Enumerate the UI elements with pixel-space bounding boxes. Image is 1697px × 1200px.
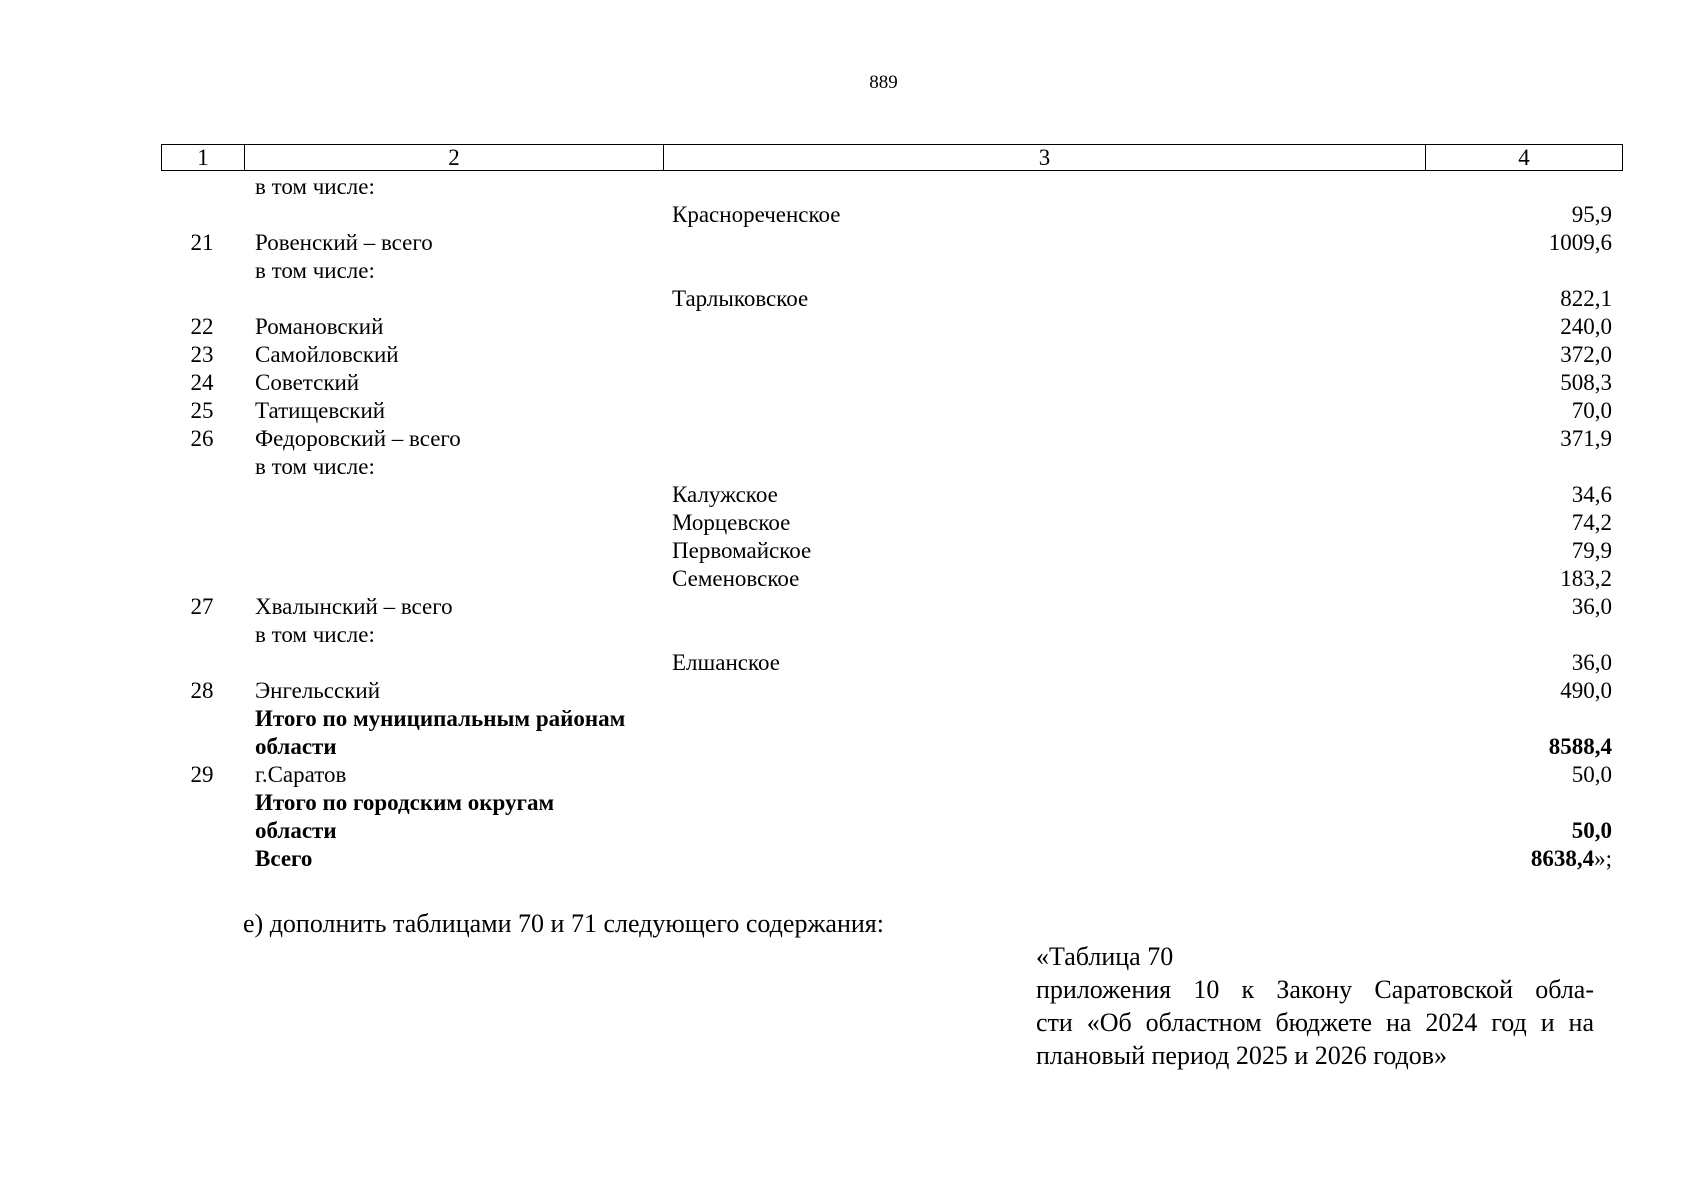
table-row — [161, 285, 1623, 313]
amount: 95,9 — [1571, 202, 1612, 227]
header-cell: 3 — [663, 145, 1425, 170]
caption-line: «Таблица 70 — [1036, 942, 1174, 971]
amount — [1531, 845, 1612, 873]
page-number: 889 — [869, 72, 898, 93]
table-row — [161, 733, 1623, 761]
row-number: 23 — [190, 342, 214, 367]
settlement-name: Тарлыковское — [672, 286, 809, 311]
settlement-name: Калужское — [672, 482, 778, 507]
table-row — [161, 229, 1623, 257]
table-caption — [1036, 940, 1594, 1072]
table-row — [161, 537, 1623, 565]
table-row — [161, 621, 1623, 649]
settlement-name: Семеновское — [672, 566, 800, 591]
district-name: Советский — [255, 370, 360, 395]
district-name: в том числе: — [255, 258, 375, 283]
district-name: Энгельсский — [255, 678, 381, 703]
row-number: 28 — [190, 678, 214, 703]
row-number: 27 — [190, 594, 214, 619]
table-header — [161, 144, 1623, 171]
district-name: Ровенский – всего — [255, 230, 433, 255]
table-row — [161, 369, 1623, 397]
settlement-name: Первомайское — [672, 538, 812, 563]
table-row — [161, 341, 1623, 369]
table-row — [161, 509, 1623, 537]
district-name: в том числе: — [255, 174, 375, 199]
amount: 34,6 — [1571, 482, 1612, 507]
caption-line: сти «Об областном бюджете на 2024 год и на — [1036, 1008, 1594, 1037]
amount: 508,3 — [1560, 370, 1612, 395]
caption-line: приложения 10 к Закону Саратовской обла- — [1036, 975, 1594, 1004]
table-row — [161, 565, 1623, 593]
table-row — [161, 257, 1623, 285]
amount: 490,0 — [1560, 678, 1612, 703]
amount: 50,0 — [1571, 818, 1612, 843]
settlement-name: Краснореченское — [672, 202, 841, 227]
settlement-name: Морцевское — [672, 510, 791, 535]
district-name: Романовский — [255, 314, 384, 339]
table-row — [161, 453, 1623, 481]
amount: 1009,6 — [1548, 230, 1612, 255]
amount: 371,9 — [1560, 426, 1612, 451]
table-row — [161, 705, 1623, 733]
table-row — [161, 481, 1623, 509]
table-row — [161, 649, 1623, 677]
amount: 36,0 — [1571, 594, 1612, 619]
row-number: 22 — [190, 314, 214, 339]
district-name: Итого по муниципальным районам — [255, 706, 626, 731]
district-name: Хвалынский – всего — [255, 594, 453, 619]
table-row — [161, 173, 1623, 201]
row-number: 24 — [190, 370, 214, 395]
amount-value: 8638,4 — [1530, 846, 1595, 871]
amount: 8588,4 — [1548, 734, 1612, 759]
row-number: 25 — [190, 398, 214, 423]
settlement-name: Елшанское — [672, 650, 780, 675]
table-body — [161, 173, 1623, 873]
header-cell: 1 — [197, 145, 209, 170]
district-name: области — [255, 818, 337, 843]
district-name: Татищевский — [255, 398, 386, 423]
district-name: Итого по городским округам — [255, 790, 555, 815]
table-row — [161, 397, 1623, 425]
table-row — [161, 761, 1623, 789]
district-name: Всего — [255, 846, 313, 871]
amount: 183,2 — [1560, 566, 1612, 591]
district-name: в том числе: — [255, 454, 375, 479]
closing-quote: »; — [1594, 846, 1612, 871]
amount: 372,0 — [1560, 342, 1612, 367]
table-row — [161, 201, 1623, 229]
caption-line: плановый период 2025 и 2026 годов» — [1036, 1041, 1448, 1070]
header-cell: 4 — [1425, 145, 1622, 170]
header-cell: 2 — [244, 145, 663, 170]
amount: 822,1 — [1560, 286, 1612, 311]
amount: 79,9 — [1571, 538, 1612, 563]
amount: 70,0 — [1571, 398, 1612, 423]
district-name: области — [255, 734, 337, 759]
table-row — [161, 817, 1623, 845]
district-name: в том числе: — [255, 622, 375, 647]
row-number: 21 — [190, 230, 214, 255]
table-row — [161, 593, 1623, 621]
amount: 240,0 — [1560, 314, 1612, 339]
amount: 50,0 — [1571, 762, 1612, 787]
table-row — [161, 677, 1623, 705]
table-row — [161, 789, 1623, 817]
table-row — [161, 845, 1623, 873]
instruction-text: е) дополнить таблицами 70 и 71 следующего содержания: — [243, 909, 884, 938]
row-number: 29 — [190, 762, 214, 787]
district-name: Самойловский — [255, 342, 399, 367]
district-name: Федоровский – всего — [255, 426, 461, 451]
table-row — [161, 313, 1623, 341]
district-name: г.Саратов — [255, 762, 347, 787]
amount: 36,0 — [1571, 650, 1612, 675]
row-number: 26 — [190, 426, 214, 451]
amount: 74,2 — [1571, 510, 1612, 535]
table-row — [161, 425, 1623, 453]
